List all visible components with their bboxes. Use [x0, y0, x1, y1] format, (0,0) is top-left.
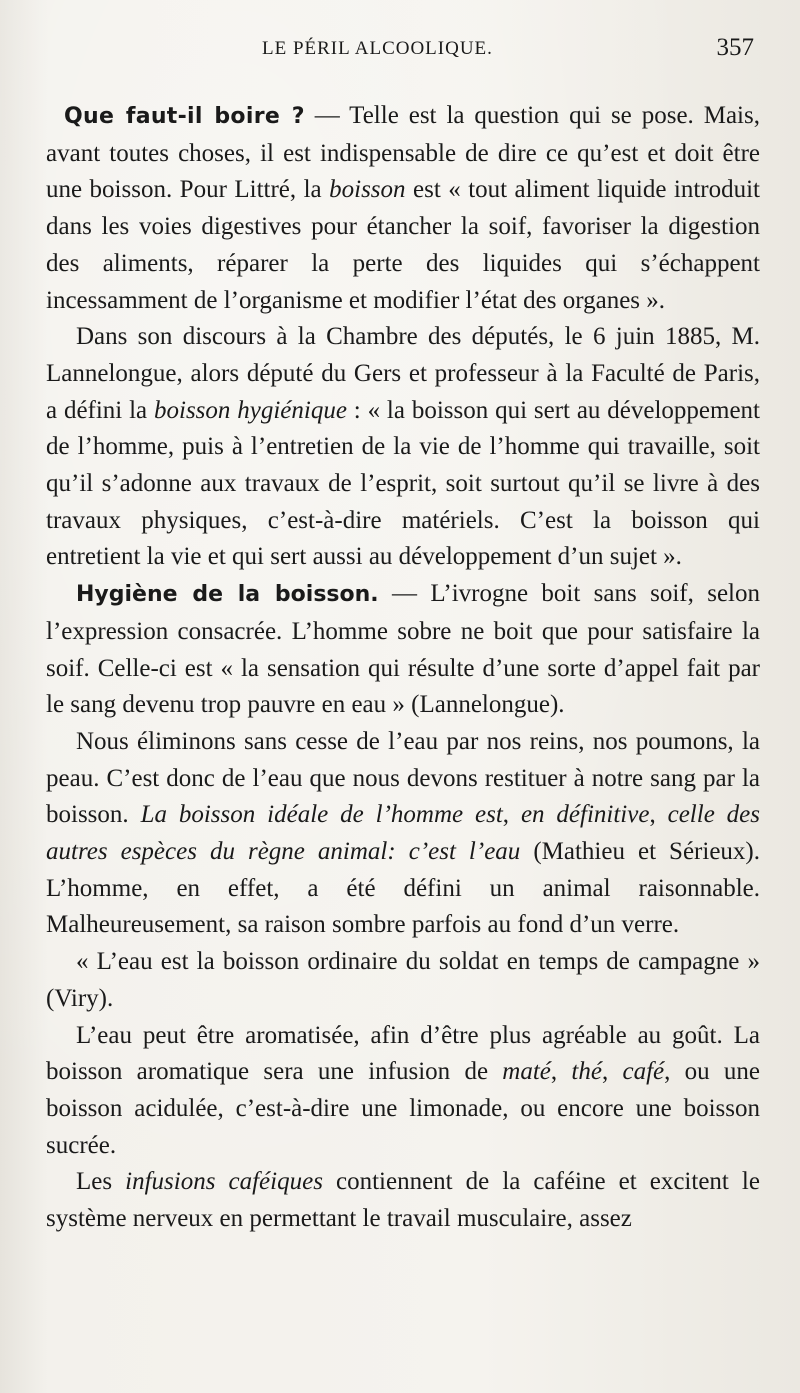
paragraph-text: , [550, 1058, 572, 1086]
running-header [46, 34, 760, 70]
paragraph-text: Les [76, 1168, 126, 1196]
emphasis-text: La boisson idéale de l’homme est [140, 801, 503, 829]
paragraph-text: Nous éliminons sans cesse de l’eau par nos reins, nos poumons, la peau. C’est donc de l’eau que nous devons restituer à notre sang par la boisson. [46, 727, 760, 829]
paragraph-text: — Telle est la question qui se pose. Mais, avant toutes choses, il est indispensable de dire ce qu’est et doit être une boisson. Pour Littré, la [46, 102, 760, 204]
emphasis-text: infusions caféiques [125, 1168, 323, 1196]
paragraph-discours-lannelongue [46, 319, 760, 576]
paragraph-soldat-campagne [46, 944, 760, 1017]
paragraph-eliminons-eau [46, 724, 760, 944]
paragraph-text: : « la boisson qui sert au développement de l’homme, puis à l’entretien de la vie de l’homme qui travaille, soit qu’il s’adonne aux travaux de l’esprit, soit surtout qu’il se livre à des travaux physiques, c’est-à-dire matériels. C’est la boisson qui entretient la vie et qui sert aussi au développement d’un sujet ». [46, 396, 760, 571]
paragraph-infusions-cafeiques [46, 1164, 760, 1237]
paragraph-que-faut-il-boire [46, 98, 760, 319]
paragraph-text: (Mathieu et Sérieux). L’homme, en effet, a été défini un animal raisonnable. Malheureusement, sa raison sombre parfois au fond d’un verre. [46, 838, 761, 939]
paragraph-text: , [601, 1058, 623, 1086]
page-number: 357 [716, 34, 754, 61]
running-title: LE PÉRIL ALCOOLIQUE. [262, 38, 493, 59]
emphasis-text: maté [502, 1058, 551, 1086]
emphasis-text: thé [571, 1058, 602, 1086]
emphasis-text: en définitive [520, 801, 650, 829]
emphasis-text: celle des autres espèces du règne animal: c’est l’eau [46, 801, 761, 866]
paragraph-eau-aromatisee [46, 1018, 760, 1165]
paragraph-text: est « tout aliment liquide introduit dans les voies digestives pour étancher la soif, favoriser la digestion des aliments, réparer la perte des liquides qui s’échappent incessamment de l’organisme et modifier l’état des organes ». [46, 176, 760, 314]
emphasis-text: boisson hygiénique [154, 396, 347, 424]
paragraph-text: — L’ivrogne boit sans soif, selon l’expression consacrée. L’homme sobre ne boit que pour satisfaire la soif. Celle-ci est « la sensation qui résulte d’une sorte d’appel fait par le sang devenu trop pauvre en eau » (Lannelongue). [46, 580, 760, 719]
paragraph-text: L’eau peut être aromatisée, afin d’être plus agréable au goût. La boisson aromatique sera une infusion de [46, 1021, 760, 1086]
section-lead-hygiene: Hygiène de la boisson. [76, 582, 379, 608]
section-lead-que-faut-il-boire: Que faut-il boire ? [64, 104, 305, 129]
paragraph-text: « L’eau est la boisson ordinaire du soldat en temps de campagne » (Viry). [46, 948, 760, 1012]
emphasis-text: café [622, 1058, 665, 1086]
emphasis-text: boisson [329, 176, 406, 204]
paragraph-text: , ou une boisson acidulée, c’est-à-dire une limonade, ou encore une boisson sucrée. [46, 1058, 760, 1159]
paragraph-hygiene-de-la-boisson [46, 576, 760, 724]
body-text [46, 98, 760, 1238]
paragraph-text: Dans son discours à la Chambre des députés, le 6 juin 1885, M. Lannelongue, alors député du Gers et professeur à la Faculté de Paris, a défini la [46, 323, 760, 424]
paragraph-text: , [502, 801, 521, 829]
paragraph-text: contiennent de la caféine et excitent le système nerveux en permettant le travail musculaire, assez [46, 1168, 760, 1233]
paragraph-text: , [649, 801, 668, 829]
